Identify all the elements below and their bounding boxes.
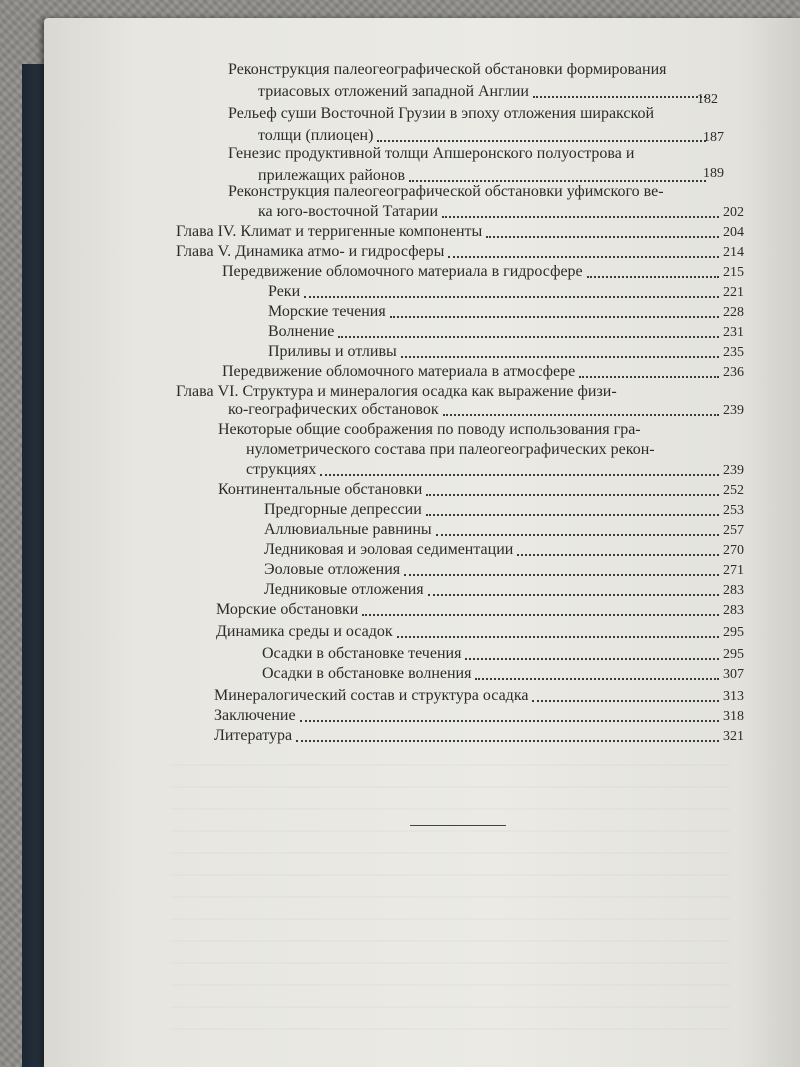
toc-entry-text: ка юго-восточной Татарии <box>258 203 439 220</box>
page-number: 318 <box>723 709 744 724</box>
page-number: 252 <box>723 483 744 498</box>
dot-leader <box>362 604 719 616</box>
dot-leader <box>436 524 719 536</box>
toc-entry-text: Морские течения <box>268 303 386 320</box>
toc-entry-text: Заключение <box>214 707 296 724</box>
toc-entry <box>214 686 744 706</box>
toc-entry-text: Волнение <box>268 323 335 340</box>
toc-entry <box>268 342 744 362</box>
dot-leader <box>579 366 719 378</box>
toc-entry-text: Ледниковые отложения <box>264 581 424 598</box>
toc-entry <box>268 322 744 342</box>
page-number: 295 <box>723 647 744 662</box>
end-rule <box>410 825 506 826</box>
toc-entry <box>216 622 744 642</box>
toc-entry-text: Осадки в обстановке волнения <box>262 665 472 682</box>
toc-entry-text: триасовых отложений западной Англии <box>258 83 529 100</box>
page-number: 283 <box>723 583 744 598</box>
page-number: 228 <box>723 305 744 320</box>
toc-entry <box>268 302 744 322</box>
toc-entry <box>262 664 744 684</box>
toc-entry-text: нулометрического состава при палеогеографических рекон- <box>246 441 655 458</box>
page-number: 187 <box>703 130 724 145</box>
dot-leader <box>465 648 719 660</box>
page-number: 270 <box>723 543 744 558</box>
toc-entry-text: Глава IV. Климат и терригенные компоненты <box>176 223 483 240</box>
toc-entry <box>268 282 744 302</box>
dot-leader <box>486 226 719 238</box>
dot-leader <box>377 130 706 142</box>
toc-entry <box>264 500 744 520</box>
dot-leader <box>532 690 719 702</box>
page-number: 283 <box>723 603 744 618</box>
toc-entry <box>258 202 744 222</box>
page-number: 239 <box>723 463 744 478</box>
toc-entry <box>264 540 744 560</box>
page-number: 235 <box>723 345 744 360</box>
toc-entry-text: Эоловые отложения <box>264 561 401 578</box>
toc-entry-text: Генезис продуктивной толщи Апшеронского полуострова и <box>228 145 635 162</box>
toc-entry <box>264 560 744 580</box>
page-number: 202 <box>723 205 744 220</box>
page-number: 214 <box>723 245 744 260</box>
dot-leader <box>442 206 719 218</box>
page-number: 257 <box>723 523 744 538</box>
toc-entry <box>216 600 744 620</box>
page-number: 239 <box>723 403 744 418</box>
toc-entry-text: Минералогический состав и структура осадка <box>214 687 529 704</box>
toc-entry-text: Глава VI. Структура и минералогия осадка как выражение физи- <box>176 383 617 400</box>
toc-entry <box>176 222 744 242</box>
dot-leader <box>409 170 706 182</box>
dot-leader <box>397 626 719 638</box>
page-number: 295 <box>723 625 744 640</box>
toc-entry-text: Реконструкция палеогеографической обстановки уфимского ве- <box>228 183 664 200</box>
dot-leader <box>338 326 719 338</box>
toc-entry-text: Некоторые общие соображения по поводу использования гра- <box>218 421 641 438</box>
toc-entry <box>264 580 744 600</box>
dot-leader <box>390 306 719 318</box>
toc-entry <box>218 480 744 500</box>
toc-entry-text: Передвижение обломочного материала в атмосфере <box>222 363 576 380</box>
dot-leader <box>428 584 719 596</box>
dot-leader <box>443 404 719 416</box>
toc-entry <box>176 242 744 262</box>
toc-entry-text: Литература <box>214 727 293 744</box>
dot-leader <box>517 544 719 556</box>
page-number: 307 <box>723 667 744 682</box>
page-number: 313 <box>723 689 744 704</box>
page-number: 271 <box>723 563 744 578</box>
toc-entry-text: прилежащих районов <box>258 167 406 184</box>
toc-entry-text: Реконструкция палеогеографической обстановки формирования <box>228 61 667 78</box>
dot-leader <box>426 504 719 516</box>
toc-entry-text: Осадки в обстановке течения <box>262 645 462 662</box>
dot-leader <box>475 668 719 680</box>
toc-entry <box>222 362 744 382</box>
page-number: 204 <box>723 225 744 240</box>
toc-entry-text: Реки <box>268 283 301 300</box>
page-number: 221 <box>723 285 744 300</box>
toc-entry <box>258 82 710 102</box>
toc-entry-text: струкциях <box>246 461 317 478</box>
dot-leader <box>300 710 719 722</box>
toc-entry-text: Аллювиальные равнины <box>264 521 432 538</box>
toc-entry-text: Континентальные обстановки <box>218 481 423 498</box>
dot-leader <box>448 246 719 258</box>
dot-leader <box>296 730 719 742</box>
toc-entry-text: толщи (плиоцен) <box>258 127 374 144</box>
toc-entry <box>222 262 744 282</box>
dot-leader <box>587 266 719 278</box>
page-number: 321 <box>723 729 744 744</box>
page-number: 189 <box>703 166 724 181</box>
toc-entry <box>262 644 744 664</box>
toc-entry <box>246 460 744 480</box>
dot-leader <box>404 564 719 576</box>
toc-entry-text: Передвижение обломочного материала в гидросфере <box>222 263 583 280</box>
page-number: 215 <box>723 265 744 280</box>
page-number: 236 <box>723 365 744 380</box>
toc-entry-text: Динамика среды и осадок <box>216 623 393 640</box>
toc-entry-text: Рельеф суши Восточной Грузии в эпоху отложения ширакской <box>228 105 655 122</box>
toc-entry <box>214 726 744 746</box>
page-number: 253 <box>723 503 744 518</box>
toc-entry-text: Приливы и отливы <box>268 343 397 360</box>
dot-leader <box>320 464 719 476</box>
toc-entry <box>258 126 710 146</box>
toc-entry <box>228 400 744 420</box>
toc-entry <box>214 706 744 726</box>
toc-entry-text: ко-географических обстановок <box>228 401 439 418</box>
page-number: 231 <box>723 325 744 340</box>
toc-entry-text: Морские обстановки <box>216 601 359 618</box>
dot-leader <box>401 346 719 358</box>
toc-entry-text: Предгорные депрессии <box>264 501 422 518</box>
dot-leader <box>426 484 719 496</box>
toc-entry <box>264 520 744 540</box>
page-number: 182 <box>697 92 718 107</box>
dot-leader <box>304 286 719 298</box>
toc-entry-text: Ледниковая и эоловая седиментации <box>264 541 514 558</box>
toc-entry-text: Глава V. Динамика атмо- и гидросферы <box>176 243 445 260</box>
